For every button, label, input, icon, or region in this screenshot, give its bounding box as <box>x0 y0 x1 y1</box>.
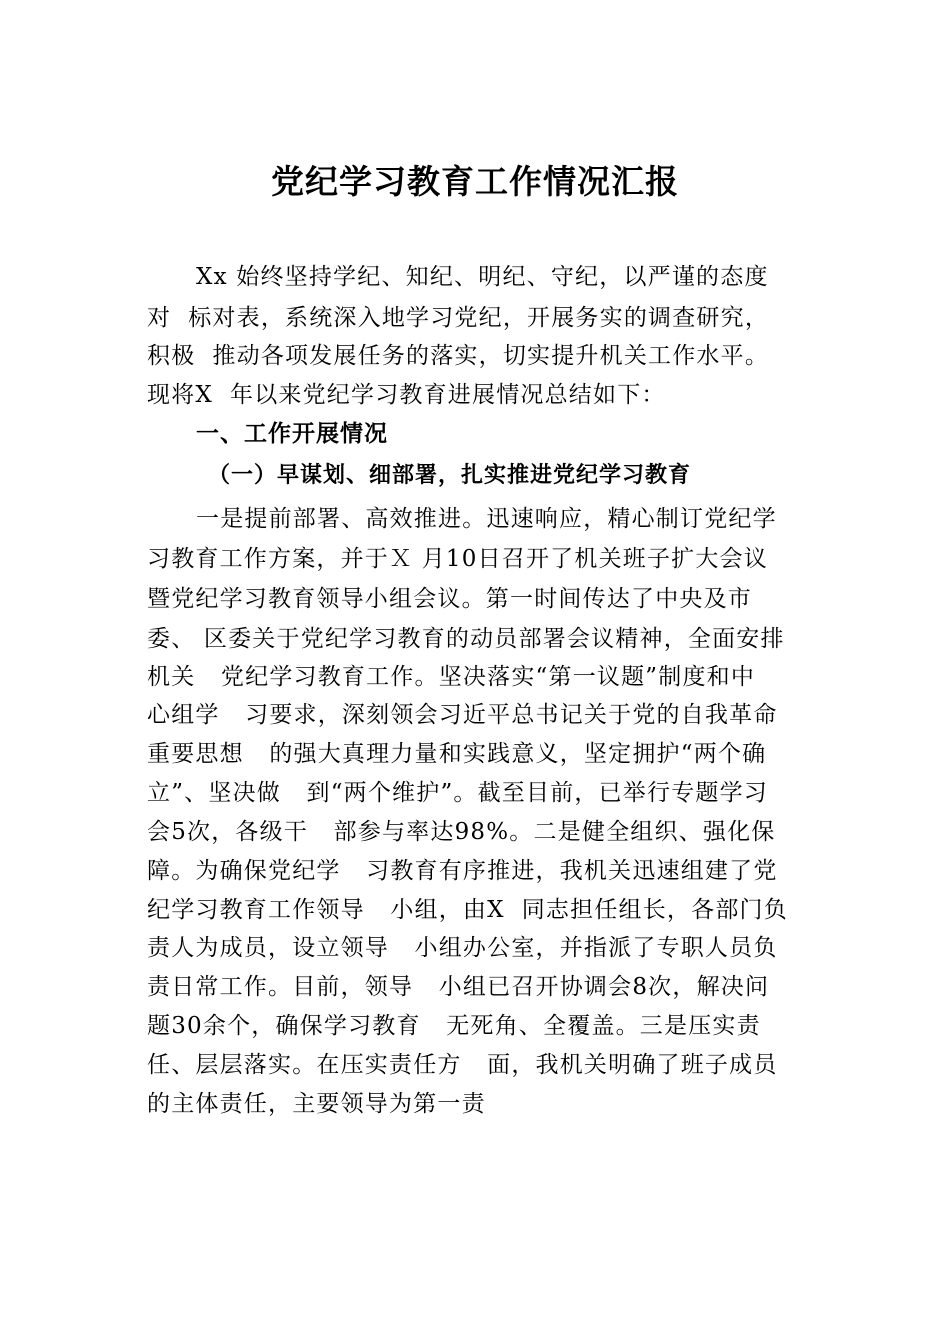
body-line: 机关 党纪学习教育工作。坚决落实“第一议题”制度和中 <box>147 664 756 690</box>
body-line: 习教育工作方案，并于Ｘ 月10日召开了机关班子扩大会议 <box>147 546 768 572</box>
intro-line: Xx 始终坚持学纪、知纪、明纪、守纪，以严谨的态度 <box>196 264 769 290</box>
body-line: 会5次，各级干 部参与率达98%。二是健全组织、强化保 <box>147 819 776 845</box>
body-line: 暨党纪学习教育领导小组会议。第一时间传达了中央及市 <box>147 586 752 612</box>
document-title: 党纪学习教育工作情况汇报 <box>271 162 679 201</box>
body-line: 纪学习教育工作领导 小组，由X 同志担任组长，各部门负 <box>147 897 788 923</box>
body-line: 障。为确保党纪学 习教育有序推进，我机关迅速组建了党 <box>147 858 778 884</box>
intro-line: 积极 推动各项发展任务的落实，切实提升机关工作水平。 <box>147 343 770 369</box>
body-line: 委、 区委关于党纪学习教育的动员部署会议精神，全面安排 <box>147 626 785 652</box>
subsection-heading: （一）早谋划、细部署，扎实推进党纪学习教育 <box>208 462 692 488</box>
body-line: 重要思想 的强大真理力量和实践意义，坚定拥护“两个确 <box>147 741 767 767</box>
body-line: 心组学 习要求，深刻领会习近平总书记关于党的自我革命 <box>147 702 778 728</box>
section-heading: 一、工作开展情况 <box>196 421 388 447</box>
body-line: 任、层层落实。在压实责任方 面，我机关明确了班子成员 <box>147 1052 778 1078</box>
intro-line: 对 标对表，系统深入地学习党纪，开展务实的调查研究， <box>147 305 770 331</box>
intro-line: 现将X 年以来党纪学习教育进展情况总结如下： <box>147 382 666 408</box>
body-line: 立”、坚决做 到“两个维护”。截至目前，已举行专题学习 <box>147 780 769 806</box>
body-line: 一是提前部署、高效推进。迅速响应，精心制订党纪学 <box>196 506 777 532</box>
body-line: 责日常工作。目前，领导 小组已召开协调会8次，解决问 <box>147 974 770 1000</box>
body-line: 的主体责任，主要领导为第一责 <box>147 1091 486 1117</box>
body-line: 题30余个，确保学习教育 无死角、全覆盖。三是压实责 <box>147 1013 761 1039</box>
body-line: 责人为成员，设立领导 小组办公室，并指派了专职人员负 <box>147 935 778 961</box>
